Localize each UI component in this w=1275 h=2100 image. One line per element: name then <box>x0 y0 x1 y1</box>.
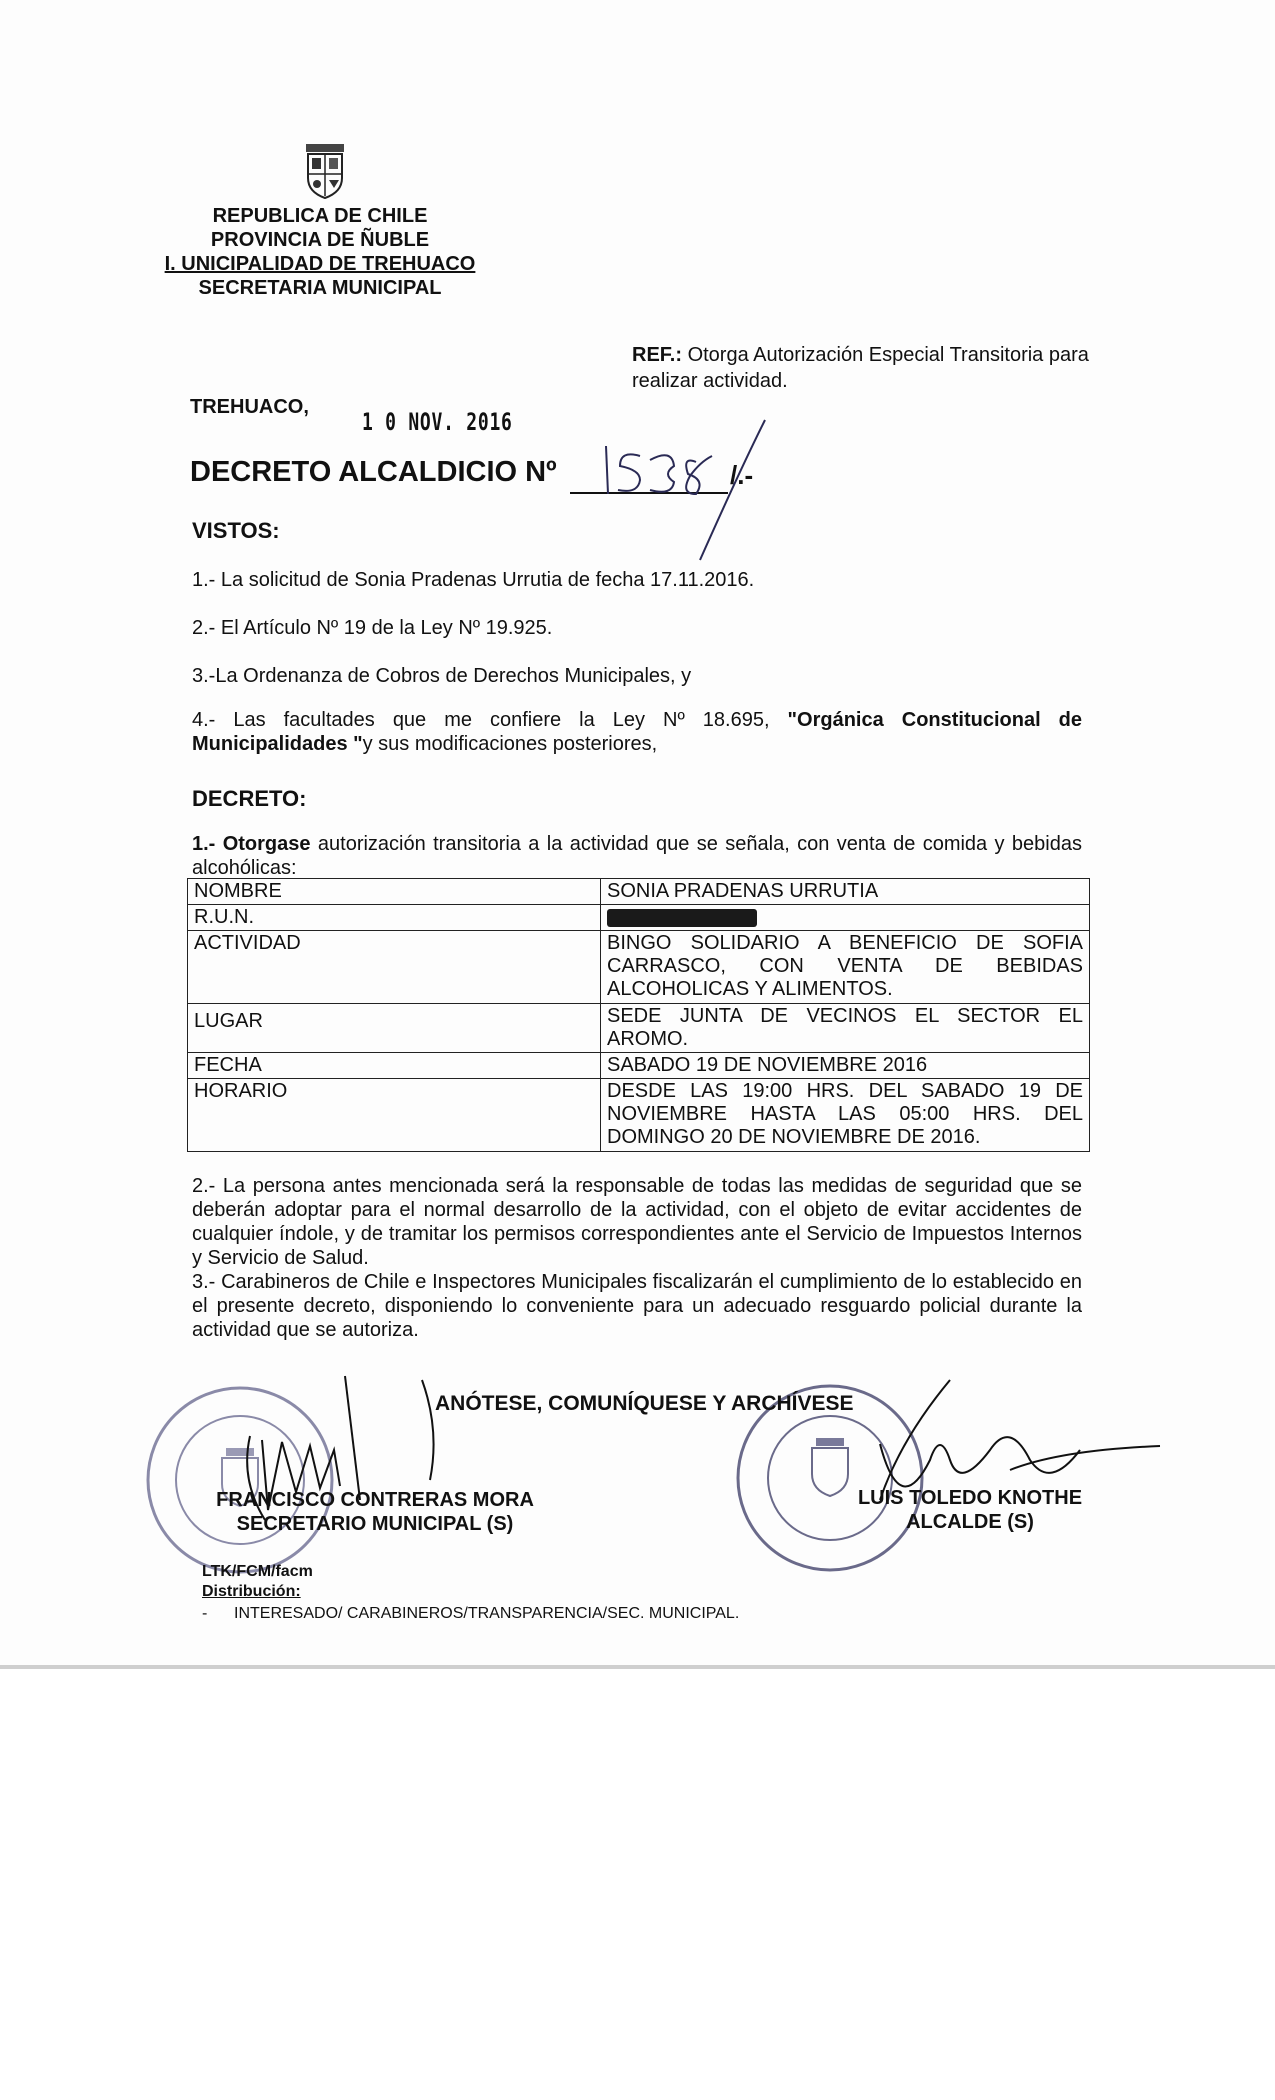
run-value-cell <box>601 905 1090 931</box>
place-label: TREHUACO, <box>190 396 309 418</box>
header-line-4: SECRETARIA MUNICIPAL <box>198 277 442 299</box>
left-municipal-seal <box>140 1380 340 1580</box>
distribution-label: Distribución: <box>202 1583 301 1600</box>
p1-bold: Otorgase <box>222 833 311 855</box>
signatory-mayor <box>830 1486 1110 1534</box>
ref-label: REF.: <box>632 344 682 366</box>
vistos-item-4-prefix: 4.- Las facultades que me confiere la Ley Nº 18.695, <box>192 709 788 731</box>
initials: LTK/FCM/facm <box>202 1563 313 1580</box>
row-label: ACTIVIDAD <box>188 931 601 1004</box>
redaction-mark <box>607 909 757 927</box>
p1-text: autorización transitoria a la actividad que se señala, con venta de comida y bebidas alcohólicas: <box>192 833 1082 879</box>
secretary-name: FRANCISCO CONTRERAS MORA <box>216 1489 534 1511</box>
table-row <box>188 905 1090 931</box>
row-label: LUGAR <box>188 1004 601 1053</box>
distribution-text: INTERESADO/ CARABINEROS/TRANSPARENCIA/SEC. MUNICIPAL. <box>234 1605 740 1622</box>
secretary-title: SECRETARIO MUNICIPAL (S) <box>236 1513 514 1535</box>
row-value: SEDE JUNTA DE VECINOS EL SECTOR EL AROMO. <box>601 1004 1090 1053</box>
vistos-item-2: 2.- El Artículo Nº 19 de la Ley Nº 19.925. <box>192 617 553 639</box>
row-value: SONIA PRADENAS URRUTIA <box>601 879 1090 905</box>
header-line-2: PROVINCIA DE ÑUBLE <box>210 229 430 251</box>
table-row <box>188 1053 1090 1079</box>
vistos-item-1: 1.- La solicitud de Sonia Pradenas Urrutia de fecha 17.11.2016. <box>192 569 755 591</box>
coat-of-arms-icon <box>302 142 348 202</box>
decreto-heading: DECRETO: <box>192 786 307 811</box>
ref-text: Otorga Autorización Especial Transitoria para realizar actividad. <box>632 344 1089 392</box>
table-row <box>188 1004 1090 1053</box>
distribution-item <box>202 1604 739 1623</box>
row-label: NOMBRE <box>188 879 601 905</box>
decreto-paragraph-1 <box>192 832 1082 880</box>
decreto-paragraph-3: 3.- Carabineros de Chile e Inspectores Municipales fiscalizarán el cumplimiento de lo establecido en el presente decreto, disponiendo lo conveniente para un adecuado resguardo policial durante la actividad que se autoriza. <box>192 1271 1082 1341</box>
header-line-3: I. UNICIPALIDAD DE TREHUACO <box>164 253 476 275</box>
table-row <box>188 931 1090 1004</box>
table-row <box>188 1079 1090 1152</box>
row-value: BINGO SOLIDARIO A BENEFICIO DE SOFIA CARRASCO, CON VENTA DE BEBIDAS ALCOHOLICAS Y ALIMENTOS. <box>601 931 1090 1004</box>
reference-block <box>632 342 1092 394</box>
row-label: R.U.N. <box>188 905 601 931</box>
decree-title: DECRETO ALCALDICIO Nº <box>190 456 557 488</box>
activity-table <box>187 878 1090 1152</box>
row-value: DESDE LAS 19:00 HRS. DEL SABADO 19 DE NOVIEMBRE HASTA LAS 05:00 HRS. DEL DOMINGO 20 DE NOVIEMBRE DE 2016. <box>601 1079 1090 1152</box>
bullet-dash: - <box>202 1605 234 1622</box>
vistos-item-3: 3.-La Ordenanza de Cobros de Derechos Municipales, y <box>192 665 692 687</box>
p1-number: 1.- <box>192 833 216 855</box>
table-row <box>188 879 1090 905</box>
date-stamp: 1 0 NOV. 2016 <box>362 408 513 436</box>
decree-suffix: /.- <box>730 460 754 490</box>
header-line-1: REPUBLICA DE CHILE <box>212 205 428 227</box>
closing-formula: ANÓTESE, COMUNÍQUESE Y ARCHÍVESE <box>435 1392 854 1415</box>
row-label: FECHA <box>188 1053 601 1079</box>
mayor-title: ALCALDE (S) <box>906 1511 1034 1533</box>
decreto-paragraph-2: 2.- La persona antes mencionada será la responsable de todas las medidas de seguridad que se deberán adoptar para el normal desarrollo de la actividad, con el objeto de evitar accidentes de cualquier índole, y de tramitar los permisos correspondientes ante el Servicio de Impuestos Internos y Servicio de Salud. <box>192 1175 1082 1269</box>
vistos-item-4-bold: "Orgánica Constitucional de Municipalidades " <box>192 709 1082 755</box>
signatory-secretary <box>205 1488 545 1536</box>
mayor-name: LUIS TOLEDO KNOTHE <box>857 1487 1083 1509</box>
row-label: HORARIO <box>188 1079 601 1152</box>
vistos-heading: VISTOS: <box>192 518 280 543</box>
vistos-item-4-suffix: y sus modificaciones posteriores, <box>362 733 658 755</box>
row-value: SABADO 19 DE NOVIEMBRE 2016 <box>601 1053 1090 1079</box>
vistos-item-4 <box>192 708 1082 756</box>
